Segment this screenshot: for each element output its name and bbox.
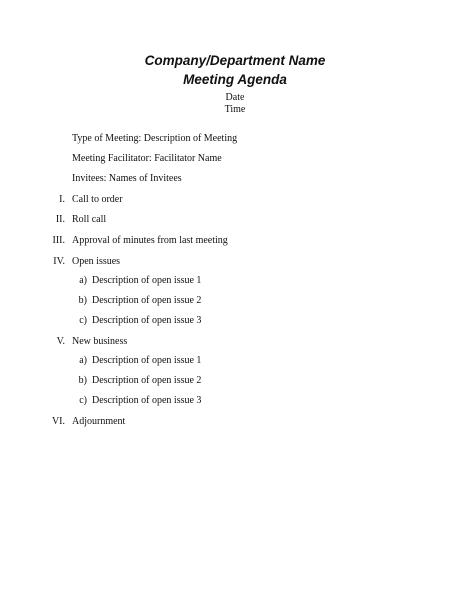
agenda-item-label: Call to order — [72, 194, 123, 205]
sub-item-letter: c) — [79, 395, 87, 406]
agenda-item-label: Approval of minutes from last meeting — [72, 235, 228, 246]
sub-item-label: Description of open issue 3 — [92, 395, 202, 406]
agenda-item-number: VI. — [51, 416, 65, 427]
agenda-item-label: Roll call — [72, 214, 107, 225]
meeting-facilitator: Meeting Facilitator: Facilitator Name — [72, 153, 222, 164]
sub-item-label: Description of open issue 2 — [92, 295, 202, 306]
agenda-item-number: V. — [56, 336, 65, 347]
meeting-invitees: Invitees: Names of Invitees — [72, 173, 182, 184]
meeting-time: Time — [224, 104, 246, 115]
agenda-item-number: II. — [55, 214, 65, 225]
document-title: Meeting Agenda — [183, 72, 287, 87]
sub-item-label: Description of open issue 2 — [92, 375, 202, 386]
sub-item-letter: b) — [78, 295, 87, 306]
sub-item-letter: a) — [79, 275, 87, 286]
sub-item-letter: a) — [79, 355, 87, 366]
agenda-item-number: I. — [59, 194, 65, 205]
agenda-item-number: IV. — [53, 256, 65, 267]
meeting-date: Date — [225, 92, 245, 103]
company-name: Company/Department Name — [144, 53, 326, 68]
sub-item-label: Description of open issue 3 — [92, 315, 202, 326]
agenda-item-label: Open issues — [72, 256, 121, 267]
sub-item-label: Description of open issue 1 — [92, 275, 202, 286]
meeting-type: Type of Meeting: Description of Meeting — [72, 133, 238, 144]
sub-item-label: Description of open issue 1 — [92, 355, 202, 366]
sub-item-letter: c) — [79, 315, 87, 326]
agenda-item-label: New business — [72, 336, 128, 347]
agenda-item-label: Adjournment — [72, 416, 126, 427]
agenda-item-number: III. — [52, 235, 65, 246]
sub-item-letter: b) — [78, 375, 87, 386]
